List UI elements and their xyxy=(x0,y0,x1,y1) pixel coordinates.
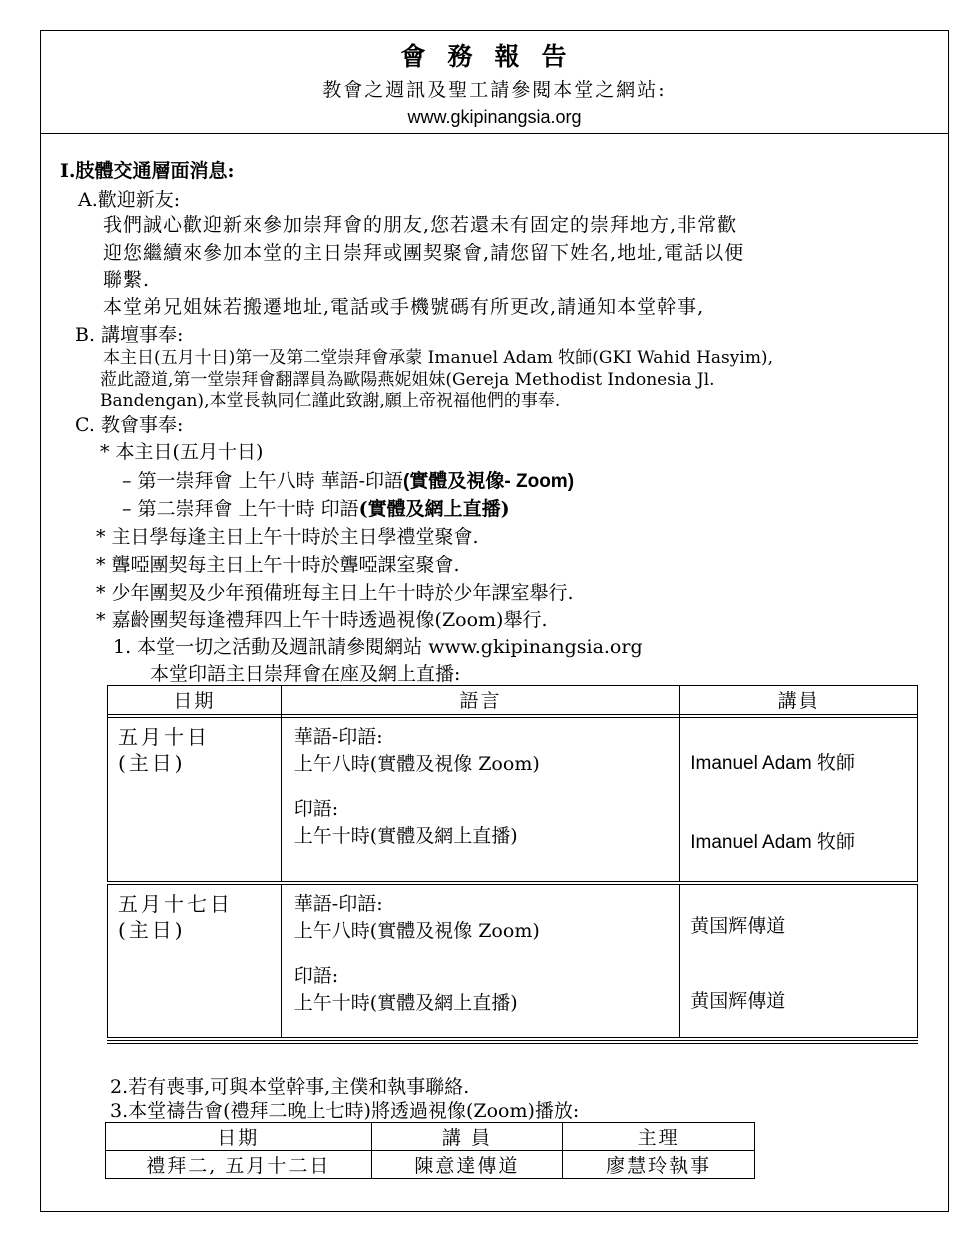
section-heading: I.肢體交通層面消息: xyxy=(60,160,235,182)
welcome-line-1: 我們誠心歡迎新來參加崇拜會的朋友,您若還未有固定的崇拜地方,非常歡 xyxy=(103,214,738,236)
prayer-header-speaker: 講 員 xyxy=(371,1123,563,1151)
service-2-text: – 第二崇拜會 上午十時 印語 xyxy=(122,498,359,520)
bullet-youth-fellowship: * 少年團契及少年預備班每主日上午十時於少年課室舉行. xyxy=(96,582,574,604)
page-title: 會務報告 xyxy=(400,42,589,71)
item-3: 3.本堂禱告會(禮拜二晚上七時)將透過視像(Zoom)播放: xyxy=(110,1100,580,1122)
language-cell xyxy=(281,883,679,1038)
welcome-label: A.歡迎新友: xyxy=(78,189,181,211)
header-date: 日期 xyxy=(108,686,282,715)
lang-label: 華語-印語: xyxy=(293,892,383,915)
service-1 xyxy=(122,470,574,493)
date-day: (主日) xyxy=(118,751,186,775)
welcome-line-3: 聯繫. xyxy=(103,269,151,291)
pulpit-label: B. 講壇事奉: xyxy=(75,324,184,346)
prayer-header-row xyxy=(106,1123,755,1151)
pulpit-line-1: 本主日(五月十日)第一及第二堂崇拜會承蒙 Imanuel Adam 牧師(GKI Wahid Hasyim), xyxy=(103,348,773,368)
lang-time: 上午十時(實體及網上直播) xyxy=(293,991,518,1014)
welcome-line-2: 迎您繼續來參加本堂的主日崇拜或團契聚會,請您留下姓名,地址,電話以便 xyxy=(103,242,745,264)
bullet-sunday-school: * 主日學每逢主日上午十時於主日學禮堂聚會. xyxy=(96,526,479,548)
item-1: 1. 本堂一切之活動及週訊請參閱網站 www.gkipinangsia.org xyxy=(113,636,643,658)
table-row xyxy=(108,718,918,883)
item-1-sub: 本堂印語主日崇拜會在座及網上直播: xyxy=(150,663,461,685)
date-cell xyxy=(108,718,282,883)
language-cell xyxy=(281,718,679,883)
table-row xyxy=(106,1151,755,1179)
bullet-deaf-fellowship: * 聾啞團契每主日上午十時於聾啞課室聚會. xyxy=(96,554,460,576)
lang-label: 印語: xyxy=(293,798,339,820)
ministry-label: C. 教會事奉: xyxy=(75,414,184,436)
table-bottom-rule xyxy=(107,1040,918,1044)
header xyxy=(41,31,948,134)
service-1-mode: (實體及視像- Zoom) xyxy=(403,471,575,492)
prayer-speaker: 陳意達傳道 xyxy=(371,1151,563,1179)
date-text: 五月十日 xyxy=(118,725,210,749)
welcome-line-4: 本堂弟兄姐妹若搬遷地址,電話或手機號碼有所更改,請通知本堂幹事, xyxy=(103,296,705,318)
lang-time: 上午八時(實體及視像 Zoom) xyxy=(293,753,540,775)
today-line: * 本主日(五月十日) xyxy=(100,441,264,463)
speaker-name: Imanuel Adam 牧師 xyxy=(690,753,855,774)
date-day: (主日) xyxy=(118,917,186,942)
lang-label: 華語-印語: xyxy=(293,726,383,748)
prayer-host: 廖慧玲執事 xyxy=(563,1151,755,1179)
speaker-cell xyxy=(680,883,918,1038)
speaker-name: 黄国辉傳道 xyxy=(690,914,786,937)
schedule-table xyxy=(107,685,918,1038)
lang-time: 上午十時(實體及網上直播) xyxy=(293,825,518,847)
website-url: www.gkipinangsia.org xyxy=(407,107,582,127)
pulpit-line-2: 蒞此證道,第一堂崇拜會翻譯員為歐陽燕妮姐妹(Gereja Methodist Indonesia Jl. xyxy=(100,370,715,390)
lang-time: 上午八時(實體及視像 Zoom) xyxy=(293,919,540,942)
speaker-name: Imanuel Adam 牧師 xyxy=(690,832,855,853)
service-2-mode: (實體及網上直播) xyxy=(358,498,510,520)
header-language: 語言 xyxy=(281,686,679,715)
prayer-table xyxy=(105,1122,755,1179)
speaker-name: 黄国辉傳道 xyxy=(690,989,786,1012)
bullet-elderly-fellowship: * 嘉齡團契每逢禮拜四上午十時透過視像(Zoom)舉行. xyxy=(96,609,548,631)
pulpit-line-3: Bandengan),本堂長執同仁謹此致謝,願上帝祝福他們的事奉. xyxy=(100,391,561,411)
service-2 xyxy=(122,498,510,520)
schedule-header-row xyxy=(108,686,918,715)
service-1-text: – 第一崇拜會 上午八時 華語-印語 xyxy=(122,470,404,492)
header-speaker: 講員 xyxy=(680,686,918,715)
subtitle: 教會之週訊及聖工請參閱本堂之網站: xyxy=(322,79,667,101)
date-cell xyxy=(108,883,282,1038)
prayer-date: 禮拜二, 五月十二日 xyxy=(106,1151,372,1179)
prayer-header-date: 日期 xyxy=(106,1123,372,1151)
date-text: 五月十七日 xyxy=(118,891,233,916)
prayer-header-host: 主理 xyxy=(563,1123,755,1151)
item-2: 2.若有喪事,可與本堂幹事,主僕和執事聯絡. xyxy=(110,1076,470,1098)
speaker-cell xyxy=(680,718,918,883)
lang-label: 印語: xyxy=(293,964,339,987)
table-row xyxy=(108,883,918,1038)
